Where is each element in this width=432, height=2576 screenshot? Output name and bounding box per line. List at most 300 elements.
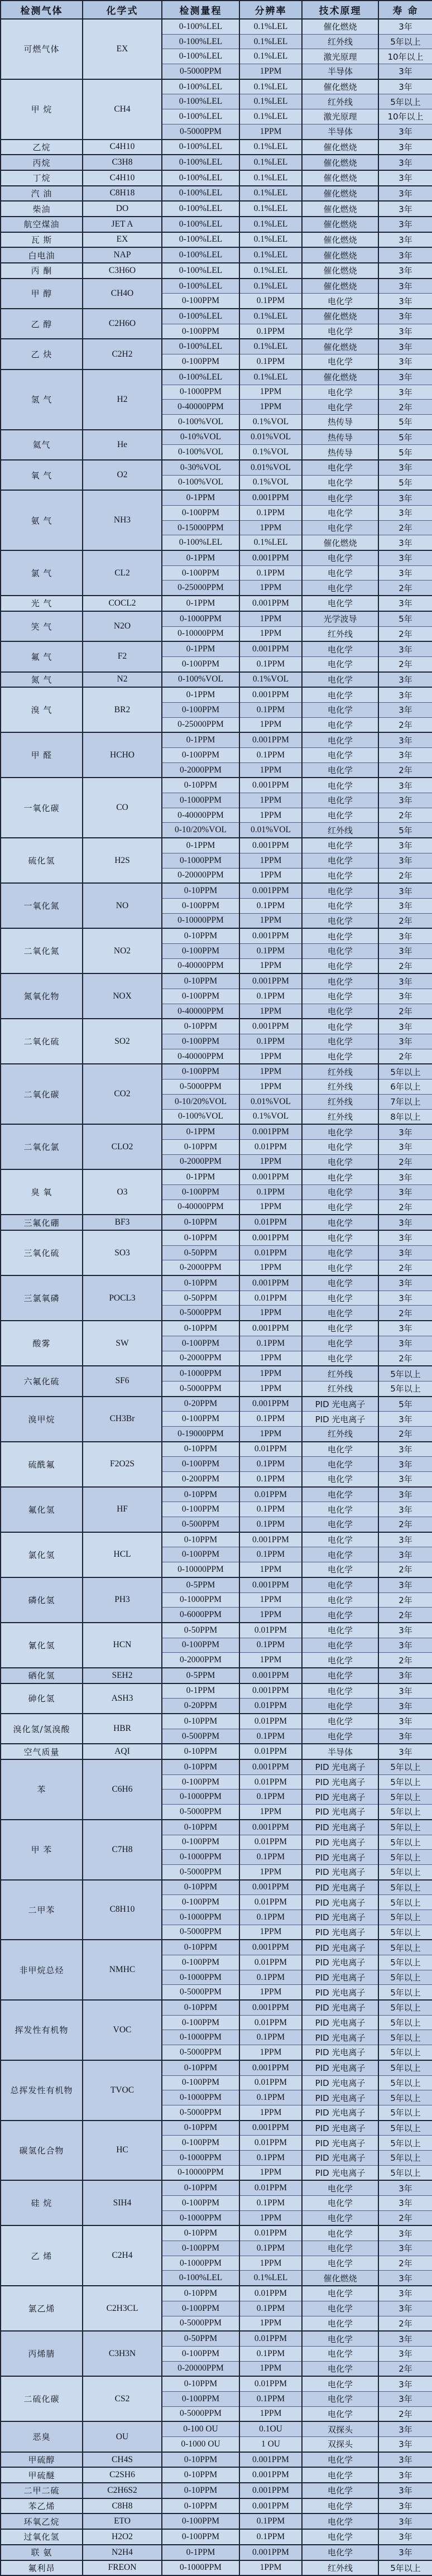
table-row <box>1 1820 432 1835</box>
range-cell: 0-20PPM <box>162 1397 239 1412</box>
formula-cell: He <box>83 430 162 460</box>
principle-cell: 电化学 <box>302 2406 378 2421</box>
table-row <box>1 1019 432 1034</box>
formula-cell: NOX <box>83 973 162 1019</box>
principle-cell: PID 光电离子 <box>302 1790 378 1805</box>
principle-cell: 电化学 <box>302 687 378 702</box>
col-header-gas: 检测气体 <box>1 1 83 19</box>
lifespan-cell: 2年 <box>378 581 432 596</box>
range-cell: 0-1000PPM <box>162 1970 239 1985</box>
resolution-cell: 0.1PPM <box>239 2090 302 2105</box>
principle-cell: PID 光电离子 <box>302 1850 378 1865</box>
range-cell: 0-100PPM <box>162 1835 239 1850</box>
resolution-cell: 0.001PPM <box>239 1759 302 1774</box>
principle-cell: PID 光电离子 <box>302 2060 378 2075</box>
principle-cell: 电化学 <box>302 2529 378 2545</box>
range-cell: 0-10PPM <box>162 1215 239 1230</box>
lifespan-cell: 3年 <box>378 370 432 385</box>
principle-cell: 电化学 <box>302 702 378 717</box>
lifespan-cell: 3年 <box>378 1169 432 1184</box>
formula-cell: OU <box>83 2421 162 2452</box>
principle-cell: 电化学 <box>302 808 378 823</box>
gas-name-cell: 白电油 <box>1 247 83 263</box>
resolution-cell: 0.1PPM <box>239 2346 302 2361</box>
gas-name-cell: 乙 醇 <box>1 309 83 339</box>
principle-cell: 电化学 <box>302 2241 378 2256</box>
resolution-cell: 1PPM <box>239 1653 302 1668</box>
resolution-cell: 1PPM <box>239 1260 302 1275</box>
range-cell: 0-100PPM <box>162 2391 239 2406</box>
lifespan-cell: 3年 <box>378 19 432 34</box>
resolution-cell: 0.1PPM <box>239 1034 302 1049</box>
principle-cell: 电化学 <box>302 1336 378 1351</box>
range-cell: 0-1PPM <box>162 1124 239 1139</box>
table-row <box>1 2000 432 2015</box>
resolution-cell: 0.001PPM <box>239 2121 302 2136</box>
range-cell: 0-100%VOL <box>162 475 239 490</box>
formula-cell: HBR <box>83 1714 162 1744</box>
principle-cell: PID 光电离子 <box>302 1970 378 1985</box>
range-cell: 0-100%LEL <box>162 170 239 186</box>
lifespan-cell: 5年以上 <box>378 1820 432 1835</box>
lifespan-cell: 3年 <box>378 1139 432 1154</box>
resolution-cell: 0.001PPM <box>239 2000 302 2015</box>
principle-cell: 电化学 <box>302 2513 378 2529</box>
resolution-cell: 0.01PPM <box>239 1699 302 1714</box>
lifespan-cell: 3年 <box>378 170 432 186</box>
resolution-cell: 0.001PPM <box>239 732 302 747</box>
principle-cell: PID 光电离子 <box>302 2090 378 2105</box>
lifespan-cell: 3年 <box>378 460 432 475</box>
lifespan-cell: 3年 <box>378 1442 432 1457</box>
gas-name-cell: 二甲苯 <box>1 1880 83 1940</box>
resolution-cell: 0.001PPM <box>239 1169 302 1184</box>
range-cell: 0-100PPM <box>162 1064 239 1079</box>
table-row <box>1 550 432 565</box>
resolution-cell: 0.1PPM <box>239 1517 302 1532</box>
lifespan-cell: 3年 <box>378 2331 432 2346</box>
principle-cell: 电化学 <box>302 294 378 309</box>
resolution-cell: 0.01PPM <box>239 1442 302 1457</box>
range-cell: 0-10PPM <box>162 2467 239 2483</box>
formula-cell: FREON <box>83 2560 162 2576</box>
formula-cell: H2O2 <box>83 2529 162 2545</box>
col-header-principle: 技术原理 <box>302 1 378 19</box>
range-cell: 0-1000PPM <box>162 793 239 808</box>
formula-cell: EX <box>83 19 162 79</box>
principle-cell: 双探头 <box>302 2437 378 2452</box>
range-cell: 0-100PPM <box>162 2513 239 2529</box>
principle-cell: 催化燃烧 <box>302 140 378 155</box>
formula-cell: N2H4 <box>83 2545 162 2560</box>
principle-cell: PID 光电离子 <box>302 1397 378 1412</box>
range-cell: 0-100%LEL <box>162 79 239 94</box>
principle-cell: 电化学 <box>302 490 378 505</box>
range-cell: 0-100%LEL <box>162 19 239 34</box>
principle-cell: 催化燃烧 <box>302 232 378 248</box>
range-cell: 0-5000PPM <box>162 2406 239 2421</box>
range-cell: 0-1000PPM <box>162 2150 239 2165</box>
lifespan-cell: 5年以上 <box>378 1759 432 1774</box>
resolution-cell: 0.1%LEL <box>239 19 302 34</box>
principle-cell: 电化学 <box>302 520 378 535</box>
range-cell: 0-100%LEL <box>162 263 239 279</box>
principle-cell: 电化学 <box>302 1532 378 1547</box>
gas-name-cell: 恶臭 <box>1 2421 83 2452</box>
range-cell: 0-1PPM <box>162 490 239 505</box>
resolution-cell: 0.001PPM <box>239 641 302 656</box>
range-cell: 0-10PPM <box>162 2452 239 2468</box>
table-row <box>1 2498 432 2514</box>
resolution-cell: 0.1PPM <box>239 1457 302 1472</box>
resolution-cell: 0.1PPM <box>239 506 302 521</box>
resolution-cell: 1PPM <box>239 2406 302 2421</box>
table-row <box>1 309 432 324</box>
resolution-cell: 0.001PPM <box>239 490 302 505</box>
resolution-cell: 0.1%LEL <box>239 170 302 186</box>
formula-cell: SIH4 <box>83 2180 162 2225</box>
gas-name-cell: 过氧化氢 <box>1 2529 83 2545</box>
principle-cell: 电化学 <box>302 1699 378 1714</box>
principle-cell: 电化学 <box>302 958 378 973</box>
principle-cell: 催化燃烧 <box>302 247 378 263</box>
resolution-cell: 1PPM <box>239 124 302 139</box>
range-cell: 0-100PPM <box>162 354 239 370</box>
resolution-cell: 0.1PPM <box>239 2241 302 2256</box>
principle-cell: 激光原理 <box>302 109 378 124</box>
lifespan-cell: 3年 <box>378 1744 432 1759</box>
resolution-cell: 1PPM <box>239 1080 302 1095</box>
range-cell: 0-1000PPM <box>162 2560 239 2576</box>
table-row <box>1 155 432 170</box>
principle-cell: 电化学 <box>302 596 378 611</box>
lifespan-cell: 3年 <box>378 1532 432 1547</box>
range-cell: 0-5000PPM <box>162 1864 239 1879</box>
range-cell: 0-100%LEL <box>162 109 239 124</box>
principle-cell: PID 光电离子 <box>302 2030 378 2045</box>
range-cell: 0-100%LEL <box>162 370 239 385</box>
resolution-cell: 1PPM <box>239 64 302 79</box>
range-cell: 0-10PPM <box>162 2180 239 2195</box>
resolution-cell: 1PPM <box>239 717 302 732</box>
resolution-cell: 1PPM <box>239 1351 302 1366</box>
range-cell: 0-5000PPM <box>162 2105 239 2120</box>
resolution-cell: 1PPM <box>239 1366 302 1381</box>
range-cell: 0-10000PPM <box>162 913 239 928</box>
principle-cell: 激光原理 <box>302 49 378 64</box>
formula-cell: SO3 <box>83 1230 162 1275</box>
lifespan-cell: 3年 <box>378 672 432 688</box>
lifespan-cell: 5年以上 <box>378 1774 432 1790</box>
principle-cell: 电化学 <box>302 2301 378 2316</box>
resolution-cell: 0.1%LEL <box>239 247 302 263</box>
range-cell: 0-5PPM <box>162 1577 239 1592</box>
principle-cell: PID 光电离子 <box>302 1805 378 1820</box>
range-cell: 0-10PPM <box>162 928 239 943</box>
resolution-cell: 0.01PPM <box>239 1835 302 1850</box>
lifespan-cell: 6年以上 <box>378 1080 432 1095</box>
range-cell: 0-100PPM <box>162 2346 239 2361</box>
range-cell: 0-10PPM <box>162 2121 239 2136</box>
range-cell: 0-2000PPM <box>162 1653 239 1668</box>
range-cell: 0-10/20%VOL <box>162 1094 239 1109</box>
range-cell: 0-5000PPM <box>162 1080 239 1095</box>
lifespan-cell: 3年 <box>378 263 432 279</box>
lifespan-cell: 3年 <box>378 2529 432 2545</box>
principle-cell: 电化学 <box>302 2256 378 2271</box>
lifespan-cell: 3年 <box>378 385 432 400</box>
range-cell: 0-100PPM <box>162 943 239 958</box>
lifespan-cell: 5年 <box>378 445 432 460</box>
resolution-cell: 0.1%LEL <box>239 109 302 124</box>
range-cell: 0-100%LEL <box>162 232 239 248</box>
table-row <box>1 2545 432 2560</box>
table-row <box>1 263 432 279</box>
principle-cell: 电化学 <box>302 1577 378 1592</box>
table-row <box>1 838 432 853</box>
principle-cell: 电化学 <box>302 1245 378 1260</box>
range-cell: 0-1PPM <box>162 687 239 702</box>
lifespan-cell: 2年 <box>378 400 432 415</box>
lifespan-cell: 5年以上 <box>378 1955 432 1970</box>
resolution-cell: 0.1PPM <box>239 1850 302 1865</box>
lifespan-cell: 3年 <box>378 973 432 989</box>
table-row <box>1 778 432 793</box>
formula-cell: F2 <box>83 641 162 671</box>
range-cell: 0-1PPM <box>162 1683 239 1699</box>
table-row <box>1 1759 432 1774</box>
range-cell: 0-10PPM <box>162 1275 239 1291</box>
principle-cell: 光学波导 <box>302 611 378 626</box>
gas-name-cell: 一氧化氮 <box>1 883 83 928</box>
resolution-cell: 1PPM <box>239 611 302 626</box>
resolution-cell: 1PPM <box>239 793 302 808</box>
gas-name-cell: 环氧乙烷 <box>1 2513 83 2529</box>
resolution-cell: 1PPM <box>239 1592 302 1608</box>
range-cell: 0-100PPM <box>162 1638 239 1653</box>
gas-name-cell: 可燃气体 <box>1 19 83 79</box>
lifespan-cell: 5年以上 <box>378 2136 432 2151</box>
lifespan-cell: 3年 <box>378 64 432 79</box>
principle-cell: 催化燃烧 <box>302 309 378 324</box>
resolution-cell: 1PPM <box>239 1200 302 1215</box>
lifespan-cell: 2年 <box>378 520 432 535</box>
range-cell: 0-100PPM <box>162 565 239 581</box>
table-row <box>1 641 432 656</box>
lifespan-cell: 5年以上 <box>378 1910 432 1925</box>
lifespan-cell: 3年 <box>378 506 432 521</box>
range-cell: 0-10/20%VOL <box>162 823 239 838</box>
principle-cell: 电化学 <box>302 1487 378 1502</box>
gas-name-cell: 氯 气 <box>1 550 83 596</box>
formula-cell: NMHC <box>83 1940 162 2000</box>
lifespan-cell: 3年 <box>378 1124 432 1139</box>
principle-cell: 半导体 <box>302 1744 378 1759</box>
range-cell: 0-5000PPM <box>162 2045 239 2060</box>
principle-cell: 电化学 <box>302 354 378 370</box>
col-header-formula: 化学式 <box>83 1 162 19</box>
range-cell: 0-1000PPM <box>162 2030 239 2045</box>
formula-cell: CLO2 <box>83 1124 162 1169</box>
lifespan-cell: 10年以上 <box>378 49 432 64</box>
lifespan-cell: 2年 <box>378 2210 432 2225</box>
range-cell: 0-25000PPM <box>162 581 239 596</box>
principle-cell: 电化学 <box>302 2331 378 2346</box>
range-cell: 0-10PPM <box>162 1880 239 1895</box>
principle-cell: PID 光电离子 <box>302 1880 378 1895</box>
resolution-cell: 0.1%LEL <box>239 79 302 94</box>
range-cell: 0-1000PPM <box>162 1592 239 1608</box>
lifespan-cell: 3年 <box>378 1230 432 1245</box>
lifespan-cell: 3年 <box>378 2513 432 2529</box>
formula-cell: ASH3 <box>83 1683 162 1714</box>
formula-cell: VOC <box>83 2000 162 2060</box>
lifespan-cell: 5年以上 <box>378 94 432 109</box>
table-row <box>1 2225 432 2241</box>
gas-name-cell: 硫化氢 <box>1 838 83 883</box>
range-cell: 0-50PPM <box>162 1623 239 1638</box>
formula-cell: COCL2 <box>83 596 162 611</box>
range-cell: 0-10PPM <box>162 2483 239 2498</box>
lifespan-cell: 5年以上 <box>378 1790 432 1805</box>
resolution-cell: 0.001PPM <box>239 2498 302 2514</box>
lifespan-cell: 3年 <box>378 1291 432 1306</box>
resolution-cell: 0.1PPM <box>239 1502 302 1517</box>
table-row <box>1 1442 432 1457</box>
resolution-cell: 0.1%LEL <box>239 155 302 170</box>
principle-cell: 电化学 <box>302 672 378 688</box>
range-cell: 0-100PPM <box>162 294 239 309</box>
lifespan-cell: 5年以上 <box>378 1805 432 1820</box>
range-cell: 0-20PPM <box>162 1699 239 1714</box>
range-cell: 0-10PPM <box>162 2060 239 2075</box>
range-cell: 0-100%LEL <box>162 155 239 170</box>
table-row <box>1 2483 432 2498</box>
lifespan-cell: 3年 <box>378 324 432 339</box>
range-cell: 0-2000PPM <box>162 762 239 778</box>
table-row <box>1 140 432 155</box>
range-cell: 0-1000PPM <box>162 1910 239 1925</box>
formula-cell: HCHO <box>83 732 162 778</box>
resolution-cell: 0.001PPM <box>239 778 302 793</box>
resolution-cell: 1PPM <box>239 868 302 883</box>
range-cell: 0-10PPM <box>162 2376 239 2391</box>
lifespan-cell: 5年以上 <box>378 1970 432 1985</box>
lifespan-cell: 5年以上 <box>378 2000 432 2015</box>
col-header-lifespan: 寿 命 <box>378 1 432 19</box>
lifespan-cell: 3年 <box>378 898 432 913</box>
table-row <box>1 2060 432 2075</box>
gas-name-cell: 甲 苯 <box>1 1820 83 1880</box>
resolution-cell: 0.1%LEL <box>239 370 302 385</box>
table-row <box>1 2331 432 2346</box>
table-row <box>1 883 432 898</box>
resolution-cell: 1PPM <box>239 1004 302 1019</box>
principle-cell: 催化燃烧 <box>302 535 378 550</box>
range-cell: 0-40000PPM <box>162 1200 239 1215</box>
lifespan-cell: 5年 <box>378 823 432 838</box>
principle-cell: 电化学 <box>302 973 378 989</box>
principle-cell: 电化学 <box>302 2316 378 2331</box>
range-cell: 0-100PPM <box>162 2529 239 2545</box>
formula-cell: C7H8 <box>83 1820 162 1880</box>
lifespan-cell: 3年 <box>378 2376 432 2391</box>
range-cell: 0-5PPM <box>162 1668 239 1683</box>
range-cell: 0-100PPM <box>162 989 239 1004</box>
lifespan-cell: 5年以上 <box>378 2060 432 2075</box>
gas-name-cell: 乙 烯 <box>1 2225 83 2286</box>
principle-cell: 电化学 <box>302 641 378 656</box>
range-cell: 0-40000PPM <box>162 400 239 415</box>
table-header-row <box>1 1 432 19</box>
formula-cell: C4H10 <box>83 140 162 155</box>
lifespan-cell: 5年以上 <box>378 2045 432 2060</box>
resolution-cell: 0.01%VOL <box>239 430 302 445</box>
gas-name-cell: 氟化氢 <box>1 1487 83 1532</box>
principle-cell: 电化学 <box>302 717 378 732</box>
table-row <box>1 672 432 688</box>
lifespan-cell: 5年以上 <box>378 1850 432 1865</box>
principle-cell: 红外线 <box>302 94 378 109</box>
resolution-cell: 0.01PPM <box>239 1487 302 1502</box>
resolution-cell: 1PPM <box>239 400 302 415</box>
resolution-cell: 1PPM <box>239 1562 302 1577</box>
resolution-cell: 0.001PPM <box>239 1940 302 1955</box>
lifespan-cell: 5年以上 <box>378 2075 432 2090</box>
range-cell: 0-100PPM <box>162 898 239 913</box>
principle-cell: 电化学 <box>302 506 378 521</box>
lifespan-cell: 3年 <box>378 853 432 868</box>
lifespan-cell: 2年 <box>378 1200 432 1215</box>
principle-cell: 电化学 <box>302 1351 378 1366</box>
gas-name-cell: 瓦 斯 <box>1 232 83 248</box>
principle-cell: 电化学 <box>302 324 378 339</box>
range-cell: 0-5000PPM <box>162 1925 239 1940</box>
range-cell: 0-100PPM <box>162 2075 239 2090</box>
principle-cell: 电化学 <box>302 1321 378 1336</box>
principle-cell: 电化学 <box>302 1714 378 1729</box>
range-cell: 0-40000PPM <box>162 808 239 823</box>
lifespan-cell: 3年 <box>378 1412 432 1427</box>
range-cell: 0-100%LEL <box>162 279 239 294</box>
table-row <box>1 1577 432 1592</box>
formula-cell: NH3 <box>83 490 162 550</box>
formula-cell: C4H10 <box>83 170 162 186</box>
resolution-cell: 0.001PPM <box>239 2545 302 2560</box>
resolution-cell: 0.1PPM <box>239 2391 302 2406</box>
range-cell: 0-6000PPM <box>162 1608 239 1623</box>
table-row <box>1 460 432 475</box>
gas-name-cell: 氰化氢 <box>1 1623 83 1668</box>
lifespan-cell: 5年以上 <box>378 1925 432 1940</box>
resolution-cell: 0.1PPM <box>239 2513 302 2529</box>
range-cell: 0-100 OU <box>162 2421 239 2436</box>
table-body <box>1 19 432 2575</box>
principle-cell: 电化学 <box>302 943 378 958</box>
principle-cell: 电化学 <box>302 1683 378 1699</box>
gas-name-cell: 二氧化氯 <box>1 1124 83 1169</box>
gas-name-cell: 二甲二硫 <box>1 2483 83 2498</box>
principle-cell: 电化学 <box>302 989 378 1004</box>
range-cell: 0-10PPM <box>162 1019 239 1034</box>
table-row <box>1 1532 432 1547</box>
lifespan-cell: 2年 <box>378 2361 432 2376</box>
gas-name-cell: 氯乙烯 <box>1 2286 83 2331</box>
lifespan-cell: 2年 <box>378 1306 432 1321</box>
resolution-cell: 0.001PPM <box>239 2483 302 2498</box>
resolution-cell: 0.001PPM <box>239 1683 302 1699</box>
resolution-cell: 0.1PPM <box>239 324 302 339</box>
